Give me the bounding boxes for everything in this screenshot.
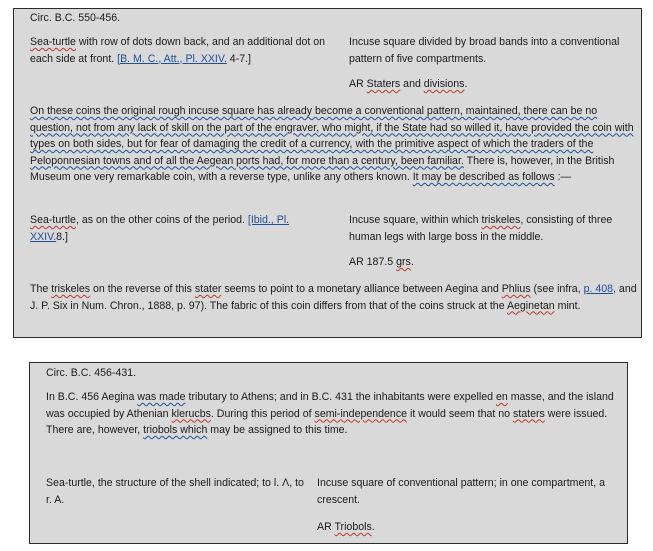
period-heading: Circ. B.C. 550-456. bbox=[30, 12, 121, 24]
flagged-sentence: On these coins the original rough incuse square has already become a conventional pattern, maintained, there can be no question, not from any lack of skill on the part of the engraver, who might, if the State had so willed it, have provided the coin with types on both sides, but for fear of damaging the credit of a currency, with the primitive aspect of which the traders of the Peloponnesian towns and of all the Aegean ports had, for more than a century, been familiar. bbox=[30, 105, 634, 167]
commentary-paragraph: On these coins the original rough incuse square has already become a conventional pattern, maintained, there can be no question, not from any lack of skill on the part of the engraver, who might, if the State had so willed it, have provided the coin with types on both sides, but for fear of damaging the credit of a currency, with the primitive aspect of which the traders of the Peloponnesian towns and of all the Aegean ports had, for more than a century, been familiar. There is, however, in the British Museum one very remarkable coin, with a reverse type, unlike any others known. It may be described as follows :— bbox=[30, 105, 634, 183]
coin1-obverse: Sea-turtle with row of dots down back, and an additional dot on each side at front. [B. M. C., Att., Pl. XXIV. 4-7.] bbox=[30, 36, 326, 65]
triobol-reverse: Incuse square of conventional pattern; in one compartment, a crescent. bbox=[317, 477, 605, 506]
period-heading: Circ. B.C. 456-431. bbox=[46, 367, 137, 379]
triobol-obverse: Sea-turtle, the structure of the shell indicated; to l. Λ, to r. A. bbox=[46, 477, 304, 506]
coin2-reverse: Incuse square, within which triskeles, consisting of three human legs with large boss in the middle. bbox=[349, 214, 613, 243]
coin1-denomination: AR Staters and divisions. bbox=[349, 78, 468, 90]
ibid-reference-link[interactable]: [Ibid., Pl. XXIV. bbox=[30, 214, 290, 243]
obverse-term: Sea-turtle bbox=[30, 36, 76, 48]
alliance-note: The triskeles on the reverse of this stater seems to point to a monetary alliance between Aegina and Phlius (see infra, p. 408, and J. P. Six in Num. Chron., 1888, p. 97). The fabric of this coin differs from that of the coins struck at the Aeginetan mint. bbox=[30, 283, 637, 312]
period-panel-456-431 bbox=[29, 362, 628, 544]
history-paragraph: In B.C. 456 Aegina was made tributary to Athens; and in B.C. 431 the inhabitants were expelled en masse, and the island was occupied by Athenian klerucbs. During this period of semi-independence it would seem that no staters were issued. There are, however, triobols which may be assigned to this time. bbox=[46, 391, 614, 436]
page-408-link[interactable]: p. 408 bbox=[583, 283, 614, 295]
coin1-reverse: Incuse square divided by broad bands into a conventional pattern of five compartments. bbox=[349, 36, 620, 65]
triobol-denomination: AR Triobols. bbox=[317, 521, 375, 533]
period-panel-550-456 bbox=[13, 8, 642, 338]
coin2-obverse: Sea-turtle, as on the other coins of the period. [Ibid., Pl. XXIV.8.] bbox=[30, 214, 290, 243]
coin2-denomination: AR 187.5 grs. bbox=[349, 256, 414, 268]
plate-reference-link[interactable]: [B. M. C., Att., Pl. XXIV. bbox=[117, 52, 227, 65]
